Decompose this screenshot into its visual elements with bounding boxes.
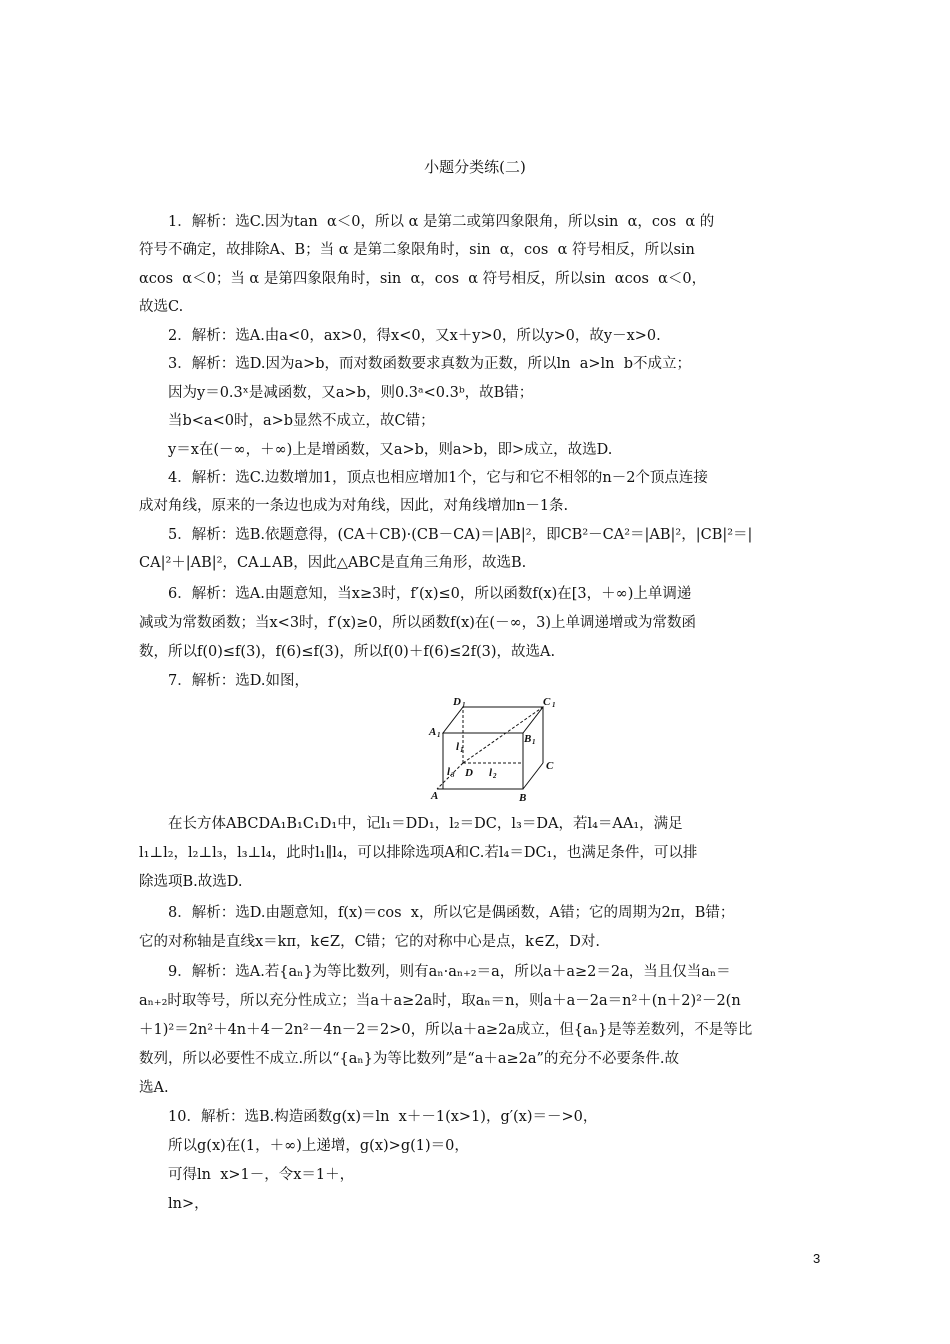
label-C: C bbox=[546, 760, 554, 772]
text-line: 2．解析：选A.由a<0，ax>0，得x<0，又x＋y>0，所以y>0，故y－x>0. bbox=[168, 328, 661, 344]
label-l3: l bbox=[447, 766, 451, 778]
text-line: 10．解析：选B.构造函数g(x)＝ln x＋－1(x>1)，g′(x)＝－>0， bbox=[168, 1109, 598, 1125]
text-line: 减或为常数函数；当x<3时，f′(x)≥0，所以函数f(x)在(－∞，3)上单调递增或为常数函 bbox=[139, 615, 697, 631]
label-C1-sub: 1 bbox=[552, 701, 556, 709]
text-line: 在长方体ABCDA₁B₁C₁D₁中，记l₁＝DD₁，l₂＝DC，l₃＝DA，若l₄＝AA₁，满足 bbox=[168, 816, 683, 832]
text-line: 故选C. bbox=[139, 299, 184, 315]
text-line: 因为y＝0.3ˣ是减函数，又a>b，则0.3ᵃ<0.3ᵇ，故B错； bbox=[168, 385, 534, 401]
text-line: αcos α＜0；当 α 是第四象限角时，sin α，cos α 符号相反，所以sin αcos α＜0， bbox=[139, 271, 707, 287]
label-B1-sub: 1 bbox=[532, 738, 536, 746]
text-line: 8．解析：选D.由题意知，f(x)＝cos x，所以它是偶函数，A错；它的周期为2π，B错； bbox=[168, 905, 735, 921]
text-line: 数，所以f(0)≤f(3)，f(6)≤f(3)，所以f(0)＋f(6)≤2f(3)，故选A. bbox=[139, 644, 556, 660]
text-line: 除选项B.故选D. bbox=[139, 874, 243, 890]
text-line: 所以g(x)在(1，＋∞)上递增，g(x)>g(1)＝0， bbox=[168, 1138, 469, 1154]
label-l1-sub: 1 bbox=[460, 746, 464, 754]
text-line: aₙ₊₂时取等号，所以充分性成立；当a＋a≥2a时，取aₙ＝n，则a＋a－2a＝n²＋(n＋2)²－2(n bbox=[139, 993, 741, 1009]
text-line: 可得ln x>1－，令x＝1＋， bbox=[168, 1167, 355, 1183]
label-B1: B bbox=[524, 733, 532, 745]
text-line: 4．解析：选C.边数增加1，顶点也相应增加1个，它与和它不相邻的n－2个顶点连接 bbox=[168, 470, 708, 486]
label-l2-sub: 2 bbox=[493, 772, 497, 780]
text-line: 7．解析：选D.如图， bbox=[168, 673, 309, 689]
front-face bbox=[443, 733, 523, 789]
text-line: l₁⊥l₂，l₂⊥l₃，l₃⊥l₄，此时l₁∥l₄，可以排除选项A和C.若l₄＝DC₁，也满足条件，可以排 bbox=[139, 845, 698, 861]
text-line: 5．解析：选B.依题意得，(CA＋CB)·(CB－CA)＝|AB|²，即CB²－CA²＝|AB|²，|CB|²＝| bbox=[168, 527, 753, 543]
label-l2: l bbox=[489, 767, 493, 779]
text-line: 成对角线，原来的一条边也成为对角线，因此，对角线增加n－1条. bbox=[139, 498, 569, 514]
label-D: D bbox=[465, 767, 473, 779]
label-C1: C bbox=[543, 696, 551, 708]
text-line: 6．解析：选A.由题意知，当x≥3时，f′(x)≤0，所以函数f(x)在[3，＋∞)上单调递 bbox=[168, 586, 692, 602]
label-l3-sub: 3 bbox=[451, 771, 455, 779]
text-line: 符号不确定，故排除A、B；当 α 是第二象限角时，sin α，cos α 符号相反，所以sin bbox=[139, 242, 695, 258]
text-line: 当b<a<0时，a>b显然不成立，故C错； bbox=[168, 413, 435, 429]
label-A1: A bbox=[429, 726, 437, 738]
label-A1-sub: 1 bbox=[437, 731, 441, 739]
top-face bbox=[443, 707, 543, 733]
cuboid-figure bbox=[425, 695, 565, 807]
text-line: 1．解析：选C.因为tan α＜0，所以 α 是第二或第四象限角，所以sin α，cos α 的 bbox=[168, 214, 715, 230]
label-B: B bbox=[519, 792, 527, 804]
text-line: CA|²＋|AB|²，CA⊥AB，因此△ABC是直角三角形，故选B. bbox=[139, 555, 527, 571]
text-line: ＋1)²＝2n²＋4n＋4－2n²－4n－2＝2>0，所以a＋a≥2a成立，但{aₙ}是等差数列，不是等比 bbox=[139, 1022, 753, 1038]
page-number: 3 bbox=[813, 1251, 821, 1266]
text-line: 9．解析：选A.若{aₙ}为等比数列，则有aₙ·aₙ₊₂＝a，所以a＋a≥2＝2a，当且仅当aₙ＝ bbox=[168, 964, 731, 980]
page-title: 小题分类练(二) bbox=[424, 158, 526, 176]
label-A: A bbox=[431, 790, 439, 802]
label-D1: D bbox=[453, 696, 461, 708]
text-line: 选A. bbox=[139, 1080, 169, 1096]
edge-CB bbox=[523, 763, 543, 789]
text-line: 3．解析：选D.因为a>b，而对数函数要求真数为正数，所以ln a>ln b不成立； bbox=[168, 356, 691, 372]
label-D1-sub: 1 bbox=[462, 701, 466, 709]
label-l1: l bbox=[456, 741, 460, 753]
text-line: 它的对称轴是直线x＝kπ，k∈Z，C错；它的对称中心是点，k∈Z，D对. bbox=[139, 934, 601, 950]
text-line: 数列，所以必要性不成立.所以“{aₙ}为等比数列”是“a＋a≥2a”的充分不必要条件.故 bbox=[139, 1051, 680, 1067]
text-line: ln>， bbox=[168, 1196, 209, 1212]
text-line: y＝x在(－∞，＋∞)上是增函数，又a>b，则a>b，即>成立，故选D. bbox=[168, 442, 613, 458]
